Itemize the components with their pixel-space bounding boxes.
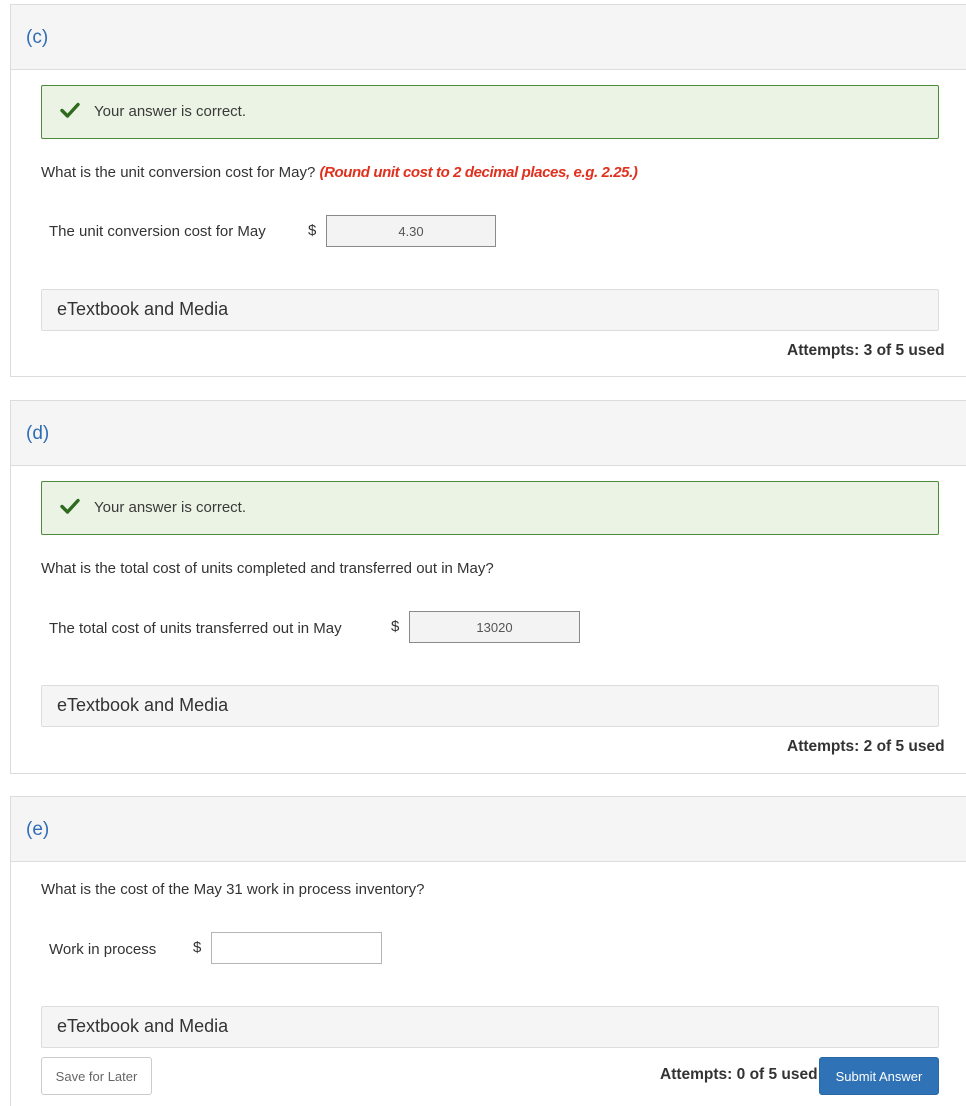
question-text: What is the unit conversion cost for May? (Round unit cost to 2 decimal places, e.g. 2.25.) xyxy=(41,164,638,181)
attempts-counter: Attempts: 3 of 5 used xyxy=(787,342,945,359)
answer-row-label: Work in process xyxy=(49,941,157,958)
rounding-hint: (Round unit cost to 2 decimal places, e.g. 2.25.) xyxy=(319,164,638,181)
answer-row-label: The unit conversion cost for May xyxy=(49,223,266,240)
work-in-process-input[interactable] xyxy=(211,932,382,964)
checkmark-icon xyxy=(60,100,80,120)
answer-row-label: The total cost of units transferred out in May xyxy=(49,620,342,637)
attempts-counter: Attempts: 0 of 5 used xyxy=(660,1066,818,1083)
part-e-card xyxy=(10,796,966,1106)
currency-symbol: $ xyxy=(308,222,317,239)
unit-conversion-cost-input[interactable] xyxy=(326,215,496,247)
part-label: (c) xyxy=(26,27,49,48)
etextbook-media-link[interactable]: eTextbook and Media xyxy=(41,685,939,727)
part-c-card xyxy=(10,4,966,377)
question-text: What is the total cost of units completed and transferred out in May? xyxy=(41,560,494,577)
part-label: (e) xyxy=(26,819,50,840)
question-text: What is the cost of the May 31 work in process inventory? xyxy=(41,881,425,898)
currency-symbol: $ xyxy=(391,618,400,635)
currency-symbol: $ xyxy=(193,939,202,956)
correct-feedback xyxy=(41,85,939,139)
part-d-card xyxy=(10,400,966,774)
part-e-header xyxy=(11,797,966,862)
part-label: (d) xyxy=(26,423,50,444)
feedback-text: Your answer is correct. xyxy=(94,499,247,516)
attempts-counter: Attempts: 2 of 5 used xyxy=(787,738,945,755)
part-d-header xyxy=(11,401,966,466)
save-for-later-button[interactable]: Save for Later xyxy=(41,1057,152,1095)
submit-answer-button[interactable]: Submit Answer xyxy=(819,1057,939,1095)
etextbook-media-link[interactable]: eTextbook and Media xyxy=(41,1006,939,1048)
correct-feedback xyxy=(41,481,939,535)
etextbook-media-link[interactable]: eTextbook and Media xyxy=(41,289,939,331)
checkmark-icon xyxy=(60,496,80,516)
total-cost-transferred-input[interactable] xyxy=(409,611,580,643)
part-c-header xyxy=(11,5,966,70)
feedback-text: Your answer is correct. xyxy=(94,103,247,120)
